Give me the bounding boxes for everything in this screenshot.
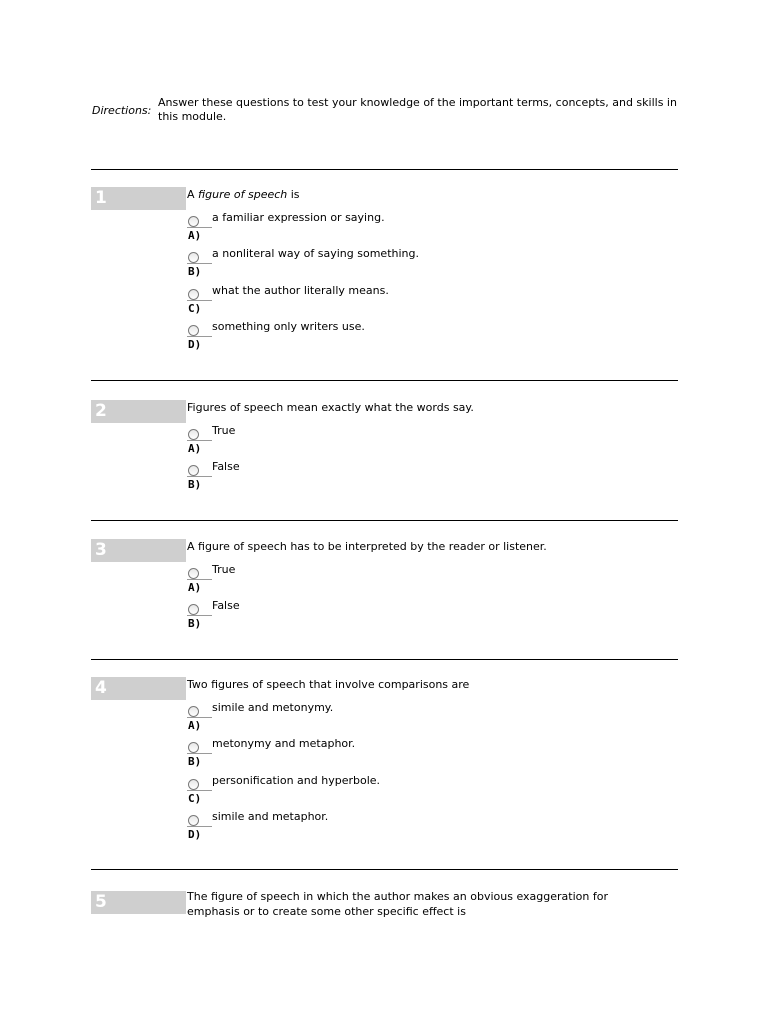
radio-underline <box>187 476 212 477</box>
question-text <box>187 187 657 202</box>
option-b[interactable] <box>187 247 487 283</box>
option-text: metonymy and metaphor. <box>212 737 356 750</box>
radio-button[interactable] <box>188 568 199 579</box>
radio-button[interactable] <box>188 429 199 440</box>
radio-button[interactable] <box>188 706 199 717</box>
option-text: what the author literally means. <box>212 284 389 297</box>
option-b[interactable] <box>187 599 487 635</box>
question-text-term: figure of speech <box>198 188 288 201</box>
radio-underline <box>187 336 212 337</box>
question-number: 1 <box>91 187 186 210</box>
option-b[interactable] <box>187 460 487 496</box>
option-letter: B) <box>188 755 202 768</box>
radio-underline <box>187 263 212 264</box>
option-d[interactable] <box>187 320 487 356</box>
option-text: simile and metaphor. <box>212 810 329 823</box>
radio-underline <box>187 753 212 754</box>
radio-button[interactable] <box>188 815 199 826</box>
option-text: True <box>212 563 236 576</box>
divider <box>91 869 678 870</box>
option-letter: A) <box>188 719 202 732</box>
radio-button[interactable] <box>188 289 199 300</box>
option-text: a nonliteral way of saying something. <box>212 247 419 260</box>
option-a[interactable] <box>187 701 487 737</box>
option-a[interactable] <box>187 563 487 599</box>
radio-underline <box>187 826 212 827</box>
option-letter: A) <box>188 229 202 242</box>
option-letter: C) <box>188 792 202 805</box>
radio-underline <box>187 615 212 616</box>
radio-button[interactable] <box>188 325 199 336</box>
option-letter: B) <box>188 478 202 491</box>
radio-button[interactable] <box>188 216 199 227</box>
option-letter: C) <box>188 302 202 315</box>
question-number: 4 <box>91 677 186 700</box>
question-text: The figure of speech in which the author makes an obvious exaggeration for emphasis or to create some other specific effect is <box>187 890 608 918</box>
radio-button[interactable] <box>188 779 199 790</box>
radio-button[interactable] <box>188 604 199 615</box>
question-number: 5 <box>91 891 186 914</box>
question-text-suffix: is <box>287 188 300 201</box>
directions-text: Answer these questions to test your knowledge of the important terms, concepts, and skills in this module. <box>158 96 677 123</box>
question-text: Two figures of speech that involve comparisons are <box>187 678 470 691</box>
divider <box>91 520 678 521</box>
radio-button[interactable] <box>188 742 199 753</box>
option-b[interactable] <box>187 737 487 773</box>
radio-underline <box>187 440 212 441</box>
divider <box>91 380 678 381</box>
option-text: False <box>212 599 240 612</box>
divider <box>91 659 678 660</box>
option-letter: A) <box>188 581 202 594</box>
radio-underline <box>187 790 212 791</box>
option-d[interactable] <box>187 810 487 846</box>
radio-underline <box>187 579 212 580</box>
radio-underline <box>187 300 212 301</box>
radio-button[interactable] <box>188 465 199 476</box>
directions <box>92 96 682 124</box>
option-letter: D) <box>188 338 202 351</box>
option-a[interactable] <box>187 211 487 247</box>
option-text: True <box>212 424 236 437</box>
option-letter: A) <box>188 442 202 455</box>
option-letter: B) <box>188 265 202 278</box>
radio-underline <box>187 227 212 228</box>
directions-label: Directions: <box>92 104 152 117</box>
option-letter: B) <box>188 617 202 630</box>
option-text: simile and metonymy. <box>212 701 334 714</box>
radio-button[interactable] <box>188 252 199 263</box>
radio-underline <box>187 717 212 718</box>
option-text: personification and hyperbole. <box>212 774 381 787</box>
option-text: something only writers use. <box>212 320 365 333</box>
divider <box>91 169 678 170</box>
question-text-prefix: A <box>187 188 199 201</box>
option-c[interactable] <box>187 774 487 810</box>
question-number: 3 <box>91 539 186 562</box>
option-letter: D) <box>188 828 202 841</box>
option-a[interactable] <box>187 424 487 460</box>
option-text: False <box>212 460 240 473</box>
option-c[interactable] <box>187 284 487 320</box>
option-text: a familiar expression or saying. <box>212 211 385 224</box>
question-text: Figures of speech mean exactly what the words say. <box>187 401 474 414</box>
question-number: 2 <box>91 400 186 423</box>
question-text: A figure of speech has to be interpreted by the reader or listener. <box>187 540 547 553</box>
